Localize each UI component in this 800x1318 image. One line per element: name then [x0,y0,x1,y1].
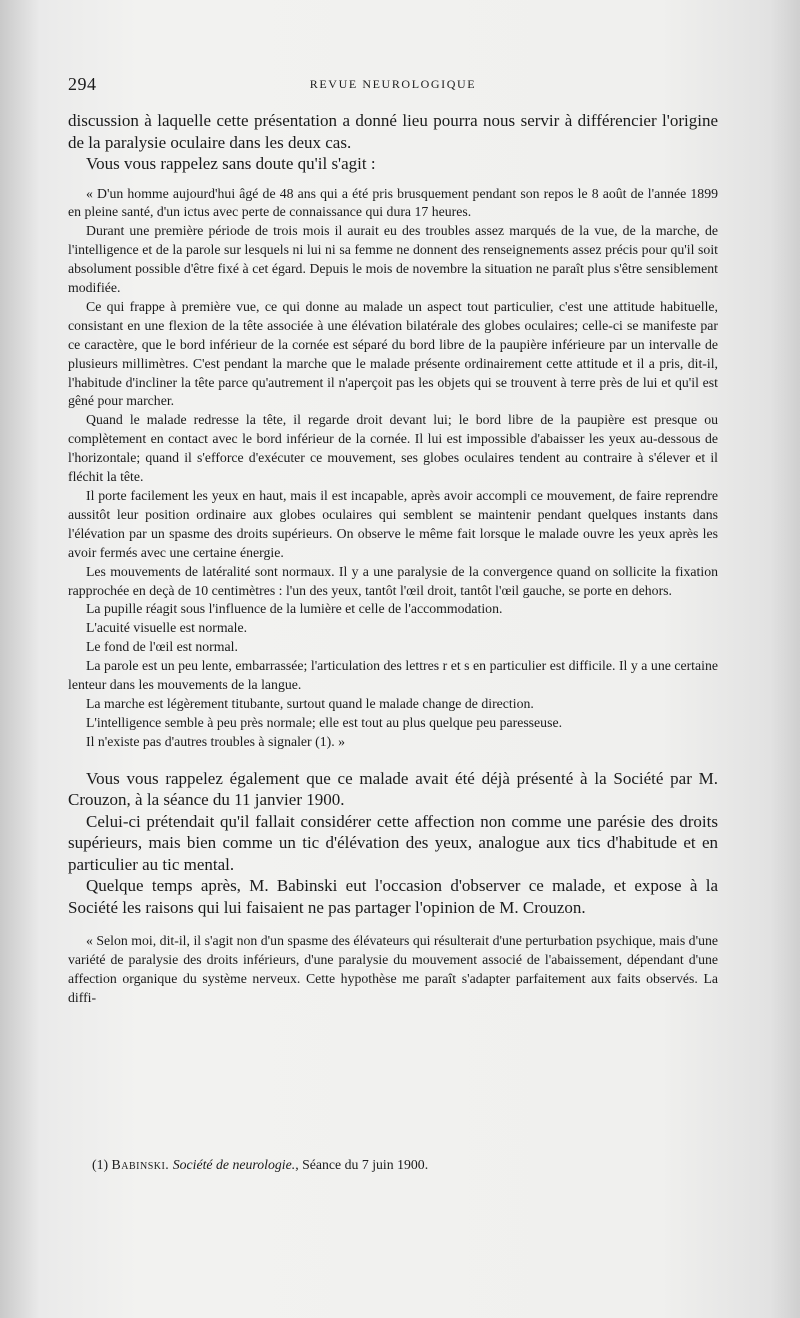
quote-paragraph: La parole est un peu lente, embarrassée; l'articulation des lettres r et s en particulier est difficile. Il y a une certaine lenteur dans les mouvements de la langue. [68,658,718,693]
case-quote [68,185,718,752]
page-number: 294 [68,74,97,94]
quote-paragraph: La marche est légèrement titubante, surtout quand le malade change de direction. [86,695,534,711]
footnote-marker: (1) [92,1157,109,1172]
quote-paragraph: Les mouvements de latéralité sont normaux. Il y a une paralysie de la convergence quand on sollicite la fixation rapprochée en deçà de 10 centimètres : l'un des yeux, tantôt l'œil droit, tantôt l'œil gauche, se porte en dehors. [68,563,718,598]
quote-paragraph: Durant une première période de trois mois il aurait eu des troubles assez marqués de la vue, de la marche, de l'intelligence et de la parole sur lesquels ni lui ni sa femme ne donnent des renseignements assez précis pour qu'il soit absolument possible d'être fixé à cet égard. Depuis le mois de novembre la situation ne paraît plus s'être sensiblement modifiée. [68,223,718,296]
page-body [68,110,718,1008]
babinski-quote [68,932,718,1008]
quote-paragraph: « D'un homme aujourd'hui âgé de 48 ans qui a été pris brusquement pendant son repos le 8 août de l'année 1899 en pleine santé, d'un ictus avec perte de connaissance qui dura 17 heures. [68,185,718,220]
paragraph: discussion à laquelle cette présentation a donné lieu pourra nous servir à différencier l'origine de la paralysie oculaire dans les deux cas. [68,111,718,152]
running-title: REVUE NEUROLOGIQUE [309,77,477,91]
paragraph: Celui-ci prétendait qu'il fallait considérer cette affection non comme une parésie des droits supérieurs, mais bien comme un tic d'élévation des yeux, analogue aux tics d'habitude et en particulier au tic mental. [68,811,718,874]
quote-paragraph: L'acuité visuelle est normale. [86,620,248,636]
quote-paragraph: L'intelligence semble à peu près normale; elle est tout au plus quelque peu paresseuse. [86,714,563,730]
discussion-section [68,768,718,919]
quote-paragraph: Il n'existe pas d'autres troubles à signaler (1). » [86,733,345,749]
quote-paragraph: La pupille réagit sous l'influence de la lumière et celle de l'accommodation. [86,601,503,617]
footnote-author: Babinski. [111,1157,170,1172]
footnote-journal: Société de neurologie. [172,1157,296,1172]
paragraph: Vous vous rappelez sans doute qu'il s'agit : [86,154,376,173]
intro-section [68,110,718,175]
quote-paragraph: Il porte facilement les yeux en haut, mais il est incapable, après avoir accompli ce mouvement, de faire reprendre aussitôt leur position ordinaire aux globes oculaires qui semblent se maintenir pendant quelques instants dans l'élévation par un spasme des droits supérieurs. On observe le même fait lorsque le malade ouvre les yeux après les avoir fermés avec une certaine énergie. [68,488,718,560]
quote-paragraph: Le fond de l'œil est normal. [86,639,238,655]
quote-paragraph: « Selon moi, dit-il, il s'agit non d'un spasme des élévateurs qui résulterait d'une perturbation psychique, mais d'une variété de paralysie des droits inférieurs, d'une paralysie du mouvement associé de l'abaissement, dépendant d'une affection organique du système nerveux. Cette hypothèse me paraît s'adapter parfaitement aux faits observés. La diffi- [68,933,718,1005]
footnote-details: , Séance du 7 juin 1900. [295,1157,429,1172]
paragraph: Quelque temps après, M. Babinski eut l'occasion d'observer ce malade, et expose à la Société les raisons qui lui faisaient ne pas partager l'opinion de M. Crouzon. [68,876,718,917]
paragraph: Vous vous rappelez également que ce malade avait été déjà présenté à la Société par M. Crouzon, à la séance du 11 janvier 1900. [68,768,718,810]
quote-paragraph: Quand le malade redresse la tête, il regarde droit devant lui; le bord libre de la paupière est presque ou complètement en contact avec le bord inférieur de la cornée. Il lui est impossible d'abaisser les yeux au-dessous de l'horizontale; quand il s'efforce d'exécuter ce mouvement, ses globes oculaires tendent au contraire à s'élever et il fléchit la tête. [68,412,718,485]
page-header [68,74,718,98]
footnote [92,1157,428,1173]
quote-paragraph: Ce qui frappe à première vue, ce qui donne au malade un aspect tout particulier, c'est une attitude habituelle, consistant en une flexion de la tête associée à une élévation bilatérale des globes oculaires; celle-ci se manifeste par ce caractère, que le bord inférieur de la cornée est séparé du bord libre de la paupière inférieure par un intervalle de plusieurs millimètres. C'est pendant la marche que le malade présente ordinairement cette attitude et il a pris, dit-il, l'habitude d'incliner la tête parce qu'autrement il n'aperçoit pas les objets qui se trouvent à terre près de lui et qu'il est gêné pour marcher. [68,298,718,409]
